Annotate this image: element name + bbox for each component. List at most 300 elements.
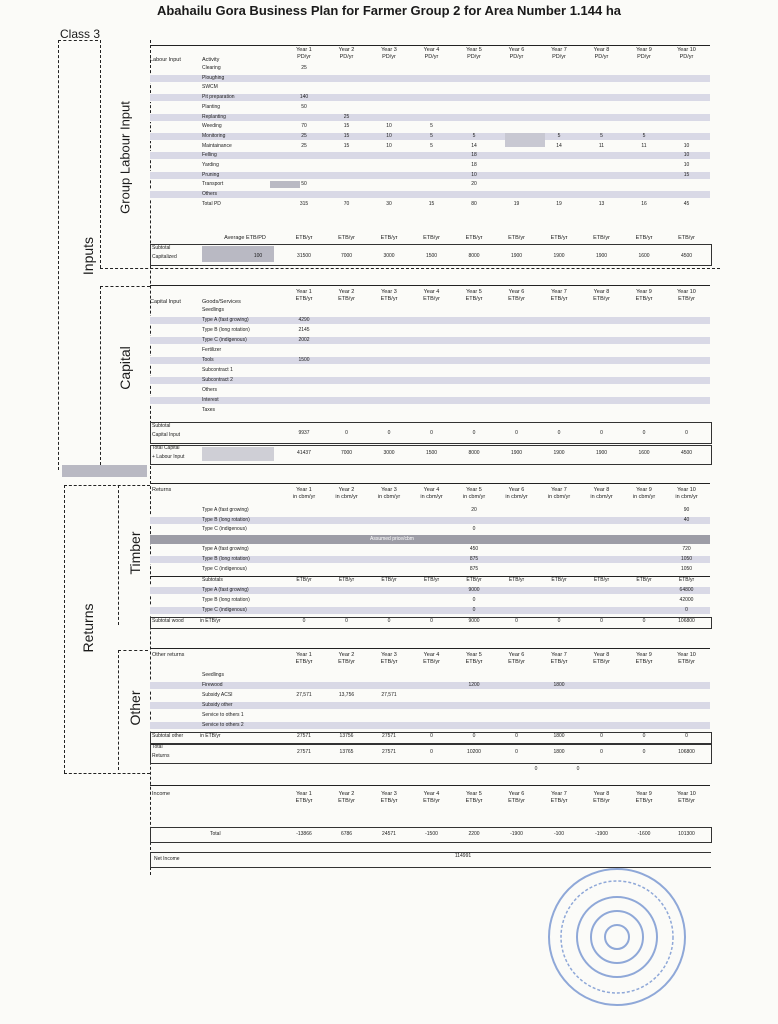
cell-value: 1900: [595, 253, 608, 259]
year-header: Year 6: [508, 47, 525, 53]
labour-cell: 10: [683, 152, 690, 159]
unit-header: in cbm/yr: [675, 494, 698, 500]
labour-activity-label: Pit preparation: [202, 94, 235, 101]
labour-cell: 140: [299, 94, 309, 101]
capital-frame-left: [100, 286, 101, 470]
unit-header: ETB/yr: [593, 659, 610, 665]
cell-value: 0: [430, 618, 433, 624]
labour-activity-label: Felling: [202, 152, 217, 159]
cell-value: 27571: [382, 733, 396, 739]
year-header: Year 5: [466, 289, 482, 295]
capital-col1: Capital Input: [150, 299, 181, 305]
unit-header: PD/yr: [679, 54, 694, 60]
unit-header: ETB/yr: [338, 296, 355, 302]
income-total-label: Total: [210, 831, 221, 837]
avg-unit: ETB/yr: [465, 235, 483, 241]
year-header: Year 1: [296, 487, 312, 493]
unit-header: ETB/yr: [465, 798, 483, 804]
unit-header: ETB/yr: [678, 798, 695, 804]
labour-cell: 15: [428, 200, 435, 207]
labour-cell: 5: [430, 132, 433, 139]
other-item-label: Service to others 2: [202, 722, 244, 728]
cell-value: 0: [515, 733, 518, 739]
year-header: Year 6: [508, 791, 525, 797]
year-header: Year 1: [296, 47, 312, 53]
cell-value: 101300: [678, 831, 695, 837]
labour-cell: 10: [471, 171, 477, 178]
year-header: Year 2: [338, 47, 355, 53]
other-item-label: Firewood: [202, 682, 223, 688]
cell-value: 0: [472, 430, 476, 436]
cell-value: 0: [642, 733, 646, 739]
labour-cell: 25: [301, 142, 307, 149]
unit-header: ETB/yr: [635, 296, 653, 302]
subtotals-unit: ETB/yr: [636, 577, 652, 583]
avg-label: Average ETB/PD: [224, 235, 266, 241]
other-table: [150, 648, 710, 773]
cell-value: 7000: [340, 253, 353, 259]
labour-cell: 18: [471, 152, 477, 159]
unit-header: in cbm/yr: [420, 494, 443, 500]
unit-header: in cbm/yr: [462, 494, 486, 500]
labour-cell: 5: [557, 132, 561, 139]
cell-value: -1900: [510, 831, 523, 837]
capital-side-label: Capital: [117, 346, 133, 390]
labour-row: [150, 151, 710, 160]
cell-value: 0: [345, 430, 348, 436]
labour-cell: 10: [386, 123, 392, 130]
net-income-value: 114991: [454, 853, 472, 859]
other-item-label: Service to others 1: [202, 712, 244, 718]
cell-value: -100: [553, 831, 564, 837]
cell-value: 0: [600, 749, 603, 755]
etb-cell: 9000: [468, 587, 480, 593]
year-header: Year 10: [677, 791, 696, 797]
avg-unit: ETB/yr: [380, 235, 398, 241]
cell-value: 0: [515, 749, 518, 755]
other-cell: 27,571: [381, 692, 397, 698]
capital-item-label: Subcontract 1: [202, 367, 233, 373]
other-frame-top: [118, 650, 148, 651]
cell-value: 0: [430, 733, 433, 739]
price-type-label: Type B (long rotation): [202, 556, 250, 562]
cell-value: -1500: [425, 831, 438, 837]
year-header: Year 4: [423, 652, 440, 658]
cell-value: 0: [600, 618, 603, 624]
labour-cell: 19: [556, 200, 562, 207]
labour-cell: 45: [683, 200, 690, 207]
subtotals-unit: ETB/yr: [593, 577, 610, 583]
capital-frame-top: [100, 286, 150, 287]
cell-value: 1800: [553, 733, 565, 739]
capital-table: [150, 285, 710, 465]
cell-value: 3000: [383, 450, 395, 456]
unit-header: PD/yr: [382, 54, 396, 60]
labour-cell: 5: [600, 132, 603, 139]
labour-activity-label: Total PD: [202, 200, 221, 207]
other-top-rule: [150, 648, 710, 649]
cell-value: 0: [557, 430, 561, 436]
capital-item-label: Taxes: [202, 407, 216, 413]
capital-cell: 1500: [298, 357, 310, 363]
labour-table: [150, 45, 710, 265]
labour-capitalized-label: Capitalized: [152, 254, 177, 260]
price-cell: 720: [682, 546, 691, 552]
cell-value: 1900: [595, 450, 608, 456]
section-divider: [62, 465, 147, 477]
labour-activity-label: Monitoring: [202, 132, 226, 139]
timber-type-label: Type A (fast growing): [202, 507, 249, 513]
year-header: Year 6: [508, 289, 525, 295]
unit-header: ETB/yr: [465, 659, 483, 665]
year-header: Year 2: [338, 791, 355, 797]
subtotals-unit: ETB/yr: [508, 577, 525, 583]
cell-value: 1800: [553, 749, 565, 755]
unit-header: ETB/yr: [593, 798, 610, 804]
labour-cell: 18: [471, 162, 477, 168]
unit-header: in cbm/yr: [335, 494, 358, 500]
other-frame-left: [118, 650, 119, 770]
cell-value: 24571: [382, 831, 396, 837]
labour-activity-label: Pruning: [202, 171, 220, 178]
unit-header: PD/yr: [467, 54, 481, 60]
capital-row: [150, 306, 710, 315]
net-income-label: Net Income: [154, 856, 180, 862]
price-label: Assumed price/cbm: [370, 536, 414, 542]
labour-cell: 70: [343, 200, 350, 207]
labour-cell: 10: [386, 142, 392, 149]
other-row: [150, 681, 710, 690]
stamp-seal-icon: [545, 865, 690, 1010]
year-header: Year 1: [296, 289, 312, 295]
page-title: Abahailu Gora Business Plan for Farmer Group 2 for Area Number 1.144 ha: [156, 3, 622, 18]
other-col1: Other returns: [152, 652, 185, 658]
subtotals-unit: ETB/yr: [296, 577, 312, 583]
year-header: Year 8: [593, 289, 610, 295]
other-side-label: Other: [127, 690, 143, 726]
inputs-frame-left: [58, 40, 59, 470]
cell-value: 0: [387, 430, 391, 436]
cell-value: 1900: [553, 450, 565, 456]
capital-item-label: Interest: [202, 397, 219, 403]
year-header: Year 10: [677, 652, 696, 658]
cell-value: 0: [685, 733, 688, 739]
capital-row: [150, 396, 710, 405]
unit-header: ETB/yr: [593, 296, 610, 302]
unit-header: ETB/yr: [508, 296, 525, 302]
cell-value: 3000: [383, 253, 395, 259]
cell-value: 106800: [678, 749, 695, 755]
capital-item-label: Fertilizer: [202, 347, 222, 353]
year-header: Year 7: [551, 791, 567, 797]
cell-value: 106800: [678, 618, 695, 624]
year-header: Year 3: [381, 791, 397, 797]
capital-row: [150, 406, 710, 415]
unit-header: ETB/yr: [550, 296, 568, 302]
year-header: Year 7: [551, 487, 567, 493]
cell-value: 9937: [298, 430, 310, 436]
etb-type-label: Type A (fast growing): [202, 587, 249, 593]
cell-value: 4500: [680, 253, 693, 259]
labour-row: [150, 180, 710, 189]
avg-value: 100: [253, 253, 263, 259]
labour-cell: 19: [513, 200, 520, 207]
cell-value: 1900: [510, 450, 523, 456]
transport-shade: [270, 181, 300, 188]
cell-value: 0: [472, 733, 476, 739]
capital-total-shade: [202, 447, 274, 461]
price-cell: 875: [469, 566, 479, 572]
cell-value: -1900: [595, 831, 608, 837]
other-row: [150, 691, 710, 700]
cell-value: 0: [430, 749, 433, 755]
subtotals-unit: ETB/yr: [381, 577, 397, 583]
cell-value: 7000: [340, 450, 353, 456]
unit-header: ETB/yr: [295, 798, 313, 804]
unit-header: in cbm/yr: [590, 494, 613, 500]
labour-cell: 50: [301, 181, 307, 188]
cell-value: 2200: [468, 831, 480, 837]
year-header: Year 7: [551, 289, 567, 295]
unit-header: ETB/yr: [635, 798, 653, 804]
subtotals-unit: ETB/yr: [423, 577, 440, 583]
year-header: Year 5: [466, 791, 482, 797]
labour-cell: 13: [598, 200, 605, 207]
cell-value: 8000: [468, 450, 480, 456]
year-header: Year 3: [381, 47, 397, 53]
year-header: Year 9: [636, 791, 652, 797]
timber-frame-left: [118, 485, 119, 625]
avg-unit: ETB/yr: [635, 235, 653, 241]
labour-cell: 25: [301, 132, 307, 139]
cell-value: 0: [387, 618, 391, 624]
avg-unit: ETB/yr: [593, 235, 610, 241]
unit-header: in cbm/yr: [292, 494, 316, 500]
other-header: [150, 650, 710, 666]
labour-cell: 14: [556, 142, 562, 149]
year-header: Year 5: [466, 487, 482, 493]
timber-cell: 20: [471, 507, 477, 513]
cell-value: 0: [515, 618, 518, 624]
labour-cell: 25: [301, 65, 307, 71]
unit-header: in cbm/yr: [505, 494, 528, 500]
income-col1: Income: [152, 791, 171, 797]
year-header: Year 7: [551, 47, 567, 53]
timber-cell: 90: [683, 507, 690, 513]
year-header: Year 8: [593, 791, 610, 797]
year-header: Year 4: [423, 47, 440, 53]
other-cell: 27,571: [296, 692, 312, 698]
year-header: Year 9: [636, 289, 652, 295]
labour-subtotal-label: Subtotal: [152, 245, 171, 251]
capital-total-label: Total Capital: [152, 445, 180, 451]
capital-item-label: Type B (long rotation): [202, 327, 250, 333]
year-header: Year 10: [677, 47, 696, 53]
labour-col1: Labour Input: [150, 57, 181, 63]
labour-cell: 80: [471, 200, 477, 207]
returns-frame-top: [64, 485, 150, 486]
year-header: Year 5: [466, 652, 482, 658]
etb-cell: 0: [472, 597, 476, 603]
other-row: [150, 701, 710, 710]
unit-header: ETB/yr: [550, 798, 568, 804]
unit-header: PD/yr: [637, 54, 651, 60]
unit-header: in cbm/yr: [632, 494, 656, 500]
year-header: Year 9: [636, 652, 652, 658]
year-header: Year 8: [593, 652, 610, 658]
labour-cell: 70: [301, 123, 307, 130]
labour-activity-label: SWCM: [202, 84, 218, 91]
labour-frame-bottom: [100, 268, 720, 269]
year-header: Year 2: [338, 487, 355, 493]
labour-col2: Activity: [202, 57, 220, 63]
inputs-side-label: Inputs: [80, 236, 96, 276]
labour-cell: 5: [430, 123, 433, 130]
cell-value: 1600: [638, 253, 650, 259]
avg-unit: ETB/yr: [338, 235, 355, 241]
unit-header: PD/yr: [594, 54, 609, 60]
unit-header: ETB/yr: [380, 798, 398, 804]
income-table: [150, 785, 710, 875]
capital-item-label: Type A (fast growing): [202, 317, 249, 323]
year-header: Year 8: [593, 487, 610, 493]
labour-activity-label: Replanting: [202, 113, 226, 120]
timber-type-label: Type C (indigenous): [202, 526, 247, 532]
cell-value: 4500: [680, 450, 693, 456]
labour-activity-label: Weeding: [202, 123, 222, 130]
cell-value: 1900: [553, 253, 565, 259]
cell-value: 1500: [425, 253, 438, 259]
year-header: Year 3: [381, 652, 397, 658]
cell-value: -1600: [637, 831, 651, 837]
group-labour-side-label: Group Labour Input: [117, 101, 133, 214]
year-header: Year 4: [423, 791, 440, 797]
unit-header: ETB/yr: [678, 296, 695, 302]
cell-value: 9000: [468, 618, 480, 624]
class-label: Class 3: [60, 27, 101, 41]
inputs-frame-top: [58, 40, 98, 41]
labour-header: [150, 46, 710, 62]
unit-header: ETB/yr: [550, 659, 568, 665]
cell-value: 0: [642, 618, 646, 624]
subtotals-unit: ETB/yr: [678, 577, 695, 583]
avg-unit: ETB/yr: [508, 235, 525, 241]
capital-cell: 2002: [298, 337, 310, 343]
timber-subtotal-unit: in ETB/yr: [200, 618, 221, 624]
labour-cell: 11: [598, 142, 605, 149]
other-row: [150, 671, 710, 680]
labour-activity-label: Yarding: [202, 162, 219, 168]
cell-value: 13756: [339, 733, 354, 739]
cell-value: 0: [345, 618, 348, 624]
other-total-label2: Returns: [152, 753, 170, 759]
labour-activity-label: Transport: [202, 181, 224, 188]
cell-value: 8000: [468, 253, 480, 259]
unit-header: ETB/yr: [678, 659, 695, 665]
year-header: Year 10: [677, 289, 696, 295]
etb-cell: 64800: [679, 587, 694, 593]
other-item-label: Subsidy ACSI: [202, 692, 233, 698]
cell-value: 1500: [425, 450, 438, 456]
capital-item-label: Subcontract 2: [202, 377, 233, 383]
etb-type-label: Type C (indigenous): [202, 607, 247, 613]
timber-header: [150, 485, 710, 501]
cell-value: 0: [685, 430, 688, 436]
capital-top-rule: [150, 285, 710, 286]
year-header: Year 2: [338, 289, 355, 295]
unit-header: ETB/yr: [508, 798, 525, 804]
year-header: Year 7: [551, 652, 567, 658]
labour-cell: 315: [299, 200, 309, 207]
subtotals-label: Subtotals: [202, 577, 223, 583]
price-cell: 875: [469, 556, 479, 562]
year-header: Year 2: [338, 652, 355, 658]
cell-value: 0: [557, 618, 561, 624]
unit-header: ETB/yr: [423, 798, 440, 804]
capital-row: [150, 346, 710, 355]
cell-value: 13765: [339, 749, 354, 755]
labour-cell: 10: [683, 142, 690, 149]
year-header: Year 4: [423, 289, 440, 295]
price-cell: 450: [469, 546, 479, 552]
labour-cell: 25: [343, 113, 350, 120]
other-zero-2: 0: [576, 766, 580, 772]
etb-cell: 0: [472, 607, 476, 613]
labour-row: [150, 190, 710, 199]
cell-value: 27571: [382, 749, 396, 755]
avg-unit: ETB/yr: [550, 235, 568, 241]
labour-cell: 5: [472, 132, 476, 139]
etb-cell: 42000: [679, 597, 694, 603]
year-header: Year 8: [593, 47, 610, 53]
other-zero-1: 0: [534, 766, 538, 772]
labour-row: [150, 113, 710, 122]
other-cell: 13,756: [338, 692, 355, 698]
unit-header: ETB/yr: [465, 296, 483, 302]
labour-cell: 50: [301, 103, 307, 110]
returns-side-label: Returns: [80, 603, 96, 653]
income-top-rule: [150, 785, 710, 786]
labour-activity-label: Maintainance: [202, 142, 232, 149]
avg-unit: ETB/yr: [678, 235, 695, 241]
cell-value: 27571: [297, 749, 311, 755]
capital-row: [150, 376, 710, 385]
capital-header: [150, 287, 710, 303]
year-header: Year 9: [636, 487, 652, 493]
cell-value: 0: [642, 749, 646, 755]
labour-cell: 15: [343, 123, 350, 130]
unit-header: ETB/yr: [380, 659, 398, 665]
capital-subtotal-label: Subtotal: [152, 423, 171, 429]
capital-total-label2: + Labour Input: [152, 454, 185, 460]
cell-value: 0: [642, 430, 646, 436]
capital-cell: 2145: [298, 327, 310, 333]
capital-item-label: Seedlings: [202, 307, 224, 313]
labour-cell: 11: [641, 142, 647, 149]
labour-cell: 20: [471, 181, 477, 188]
avg-unit: ETB/yr: [295, 235, 313, 241]
cell-value: 41437: [297, 450, 311, 456]
year-header: Year 1: [296, 652, 312, 658]
other-subtotal-unit: in ETB/yr: [200, 733, 221, 739]
unit-header: PD/yr: [509, 54, 524, 60]
unit-header: ETB/yr: [380, 296, 398, 302]
cell-value: 0: [302, 618, 306, 624]
unit-header: ETB/yr: [635, 659, 653, 665]
other-cell: 1200: [468, 682, 480, 688]
year-header: Year 1: [296, 791, 312, 797]
capital-item-label: Type C (indigenous): [202, 337, 247, 343]
